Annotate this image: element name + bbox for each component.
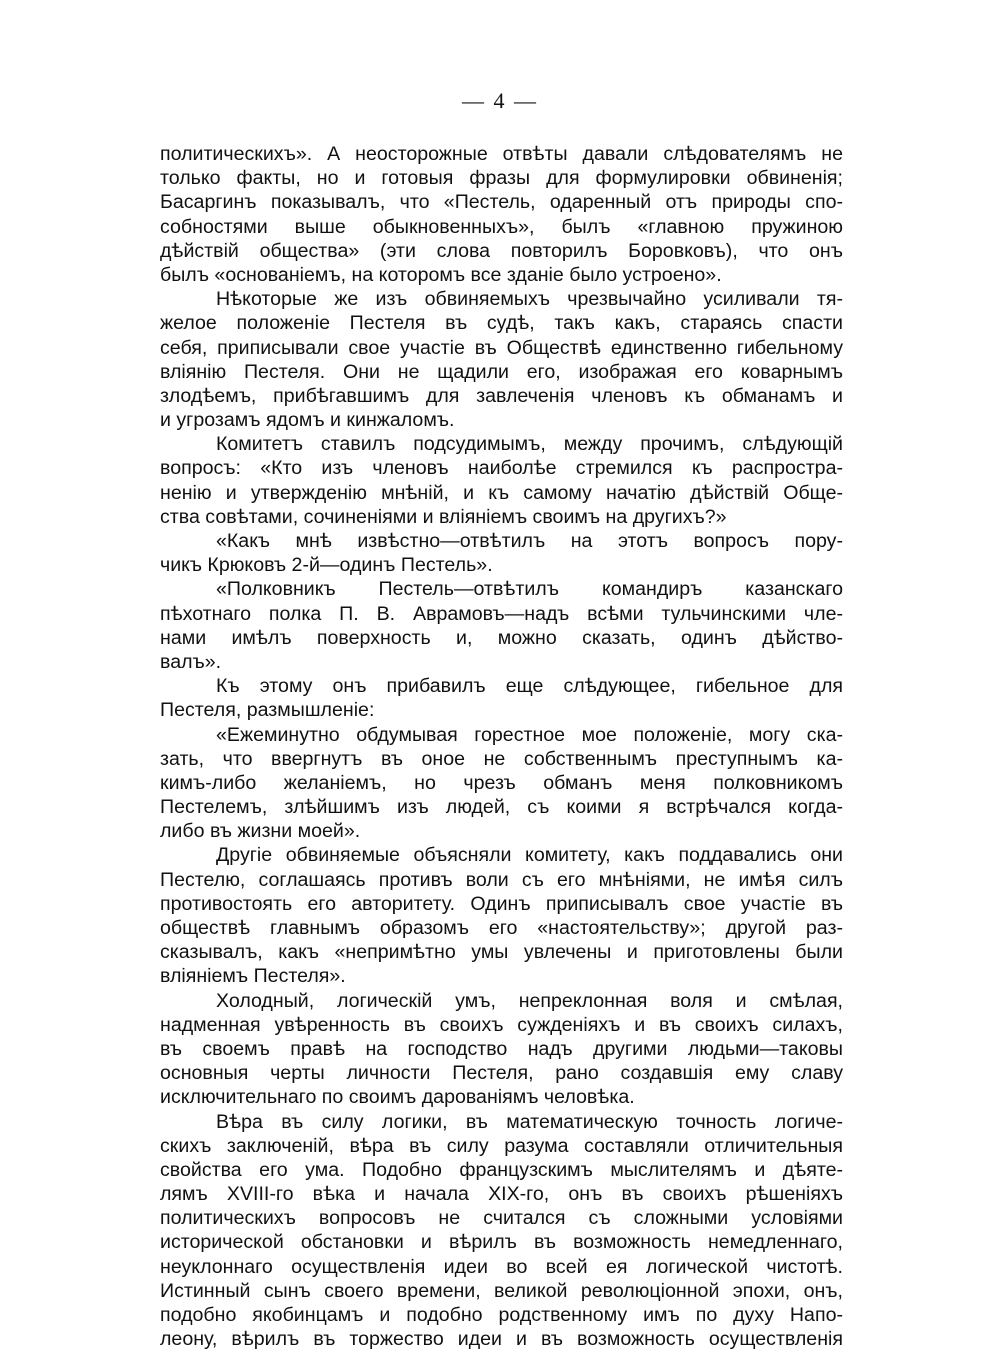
text-line: чикъ Крюковъ 2-й—одинъ Пестель». [160, 554, 493, 577]
text-line: Нѣкоторые же изъ обвиняемыхъ чрезвычайно усиливали тя- [216, 288, 843, 311]
text-line: Пестеля, размышленіе: [160, 699, 375, 722]
text-line: Другіе обвиняемые объясняли комитету, какъ поддавались они [216, 844, 843, 867]
text-line: Къ этому онъ прибавилъ еще слѣдующее, гибельное для [216, 675, 843, 698]
text-line: вліянію Пестеля. Они не щадили его, изображая его коварнымъ [160, 360, 843, 383]
text-line: лямъ XVIII-го вѣка и начала XIX-го, онъ въ своихъ рѣшеніяхъ [160, 1183, 843, 1206]
text-line: противостоять его авторитету. Одинъ приписывалъ свое участіе въ [160, 892, 843, 915]
page-number: — 4 — [462, 88, 538, 113]
text-line: вліяніемъ Пестеля». [160, 965, 346, 988]
text-line: только факты, но и готовыя фразы для формулировки обвиненія; [160, 167, 843, 190]
text-line: Пестелемъ, злѣйшимъ изъ людей, съ коими я встрѣчался когда- [160, 796, 843, 819]
text-line: свойства его ума. Подобно французскимъ мыслителямъ и дѣяте- [160, 1158, 843, 1181]
text-line: ненію и утвержденію мнѣній, и къ самому начатію дѣйствій Обще- [160, 481, 843, 504]
text-line: Пестелю, соглашаясь противъ воли съ его мнѣніями, не имѣя силъ [160, 868, 843, 891]
text-line: дѣйствій общества» (эти слова повторилъ Боровковъ), что онъ [160, 239, 843, 262]
body-text [160, 142, 843, 1351]
text-line: скихъ заключеній, вѣра въ силу разума составляли отличительныя [160, 1134, 843, 1157]
text-line: желое положеніе Пестеля въ судѣ, такъ какъ, стараясь спасти [160, 312, 843, 335]
text-line: себя, приписывали свое участіе въ Обществѣ единственно гибельному [160, 336, 843, 359]
text-line: и угрозамъ ядомъ и кинжаломъ. [160, 409, 455, 432]
text-line: злодѣемъ, прибѣгавшимъ для завлеченія членовъ къ обманамъ и [160, 384, 843, 407]
text-line: былъ «основаніемъ, на которомъ все зданіе было устроено». [160, 263, 722, 286]
text-line: ства совѣтами, сочиненіями и вліяніемъ своимъ на другихъ?» [160, 505, 727, 528]
text-line: кимъ-либо желаніемъ, но чрезъ обманъ меня полковникомъ [160, 771, 843, 794]
text-line: въ своемъ правѣ на господство надъ другими людьми—таковы [160, 1037, 843, 1060]
text-line: «Ежеминутно обдумывая горестное мое положеніе, могу ска- [216, 723, 843, 746]
text-line: либо въ жизни моей». [160, 820, 361, 843]
text-line: надменная увѣренность въ своихъ сужденіяхъ и въ своихъ силахъ, [160, 1013, 843, 1036]
text-line: политическихъ вопросовъ не считался съ сложными условіями [160, 1207, 843, 1230]
text-line: леону, вѣрилъ въ торжество идеи и въ возможность осуществленія [160, 1328, 843, 1351]
text-line: собностями выше обыкновенныхъ», былъ «главною пружиною [160, 215, 843, 238]
text-line: подобно якобинцамъ и подобно родственному имъ по духу Напо- [160, 1304, 843, 1326]
text-line: вопросъ: «Кто изъ членовъ наиболѣе стремился къ распростра- [160, 457, 843, 480]
text-line: сказывалъ, какъ «непримѣтно умы увлечены и приготовлены были [160, 941, 843, 964]
text-line: политическихъ». А неосторожные отвѣты давали слѣдователямъ не [160, 143, 843, 165]
text-line: обществѣ главнымъ образомъ его «настоятельству»; другой раз- [160, 917, 843, 939]
text-line: валъ». [160, 650, 222, 673]
text-line: Басаргинъ показывалъ, что «Пестель, одаренный отъ природы спо- [160, 191, 843, 214]
text-line: пѣхотнаго полка П. В. Аврамовъ—надъ всѣми тульчинскими чле- [160, 602, 843, 625]
text-line: исторической обстановки и вѣрилъ въ возможность немедленнаго, [160, 1231, 843, 1254]
text-line: Вѣра въ силу логики, въ математическую точность логиче- [216, 1110, 843, 1133]
text-line: Холодный, логическій умъ, непреклонная воля и смѣлая, [216, 989, 843, 1012]
text-line: неуклоннаго осуществленія идеи во всей ея логической чистотѣ. [160, 1255, 843, 1278]
text-line: Истинный сынъ своего времени, великой революціонной эпохи, онъ, [160, 1279, 843, 1302]
text-line: Комитетъ ставилъ подсудимымъ, между прочимъ, слѣдующій [216, 433, 843, 456]
text-line: «Полковникъ Пестель—отвѣтилъ командиръ казанскаго [216, 578, 843, 601]
text-line: исключительнаго по своимъ дарованіямъ человѣка. [160, 1086, 635, 1109]
text-line: «Какъ мнѣ извѣстно—отвѣтилъ на этотъ вопросъ пору- [216, 530, 843, 552]
text-line: основныя черты личности Пестеля, рано создавшія ему славу [160, 1062, 843, 1085]
text-line: зать, что ввергнутъ въ оное не собственнымъ преступнымъ ка- [160, 747, 843, 770]
text-line: нами имѣлъ поверхность и, можно сказать, одинъ дѣйство- [160, 626, 843, 649]
